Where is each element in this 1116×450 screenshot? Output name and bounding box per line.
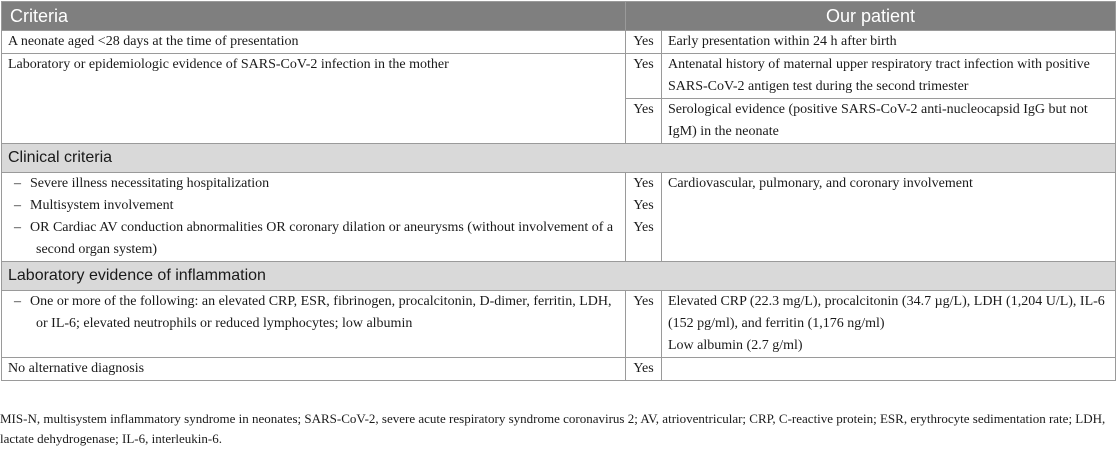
patient-cell: Cardiovascular, pulmonary, and coronary involvement: [662, 173, 1116, 262]
yes-cell: Yes: [626, 54, 662, 99]
criteria-cell: No alternative diagnosis: [2, 358, 626, 381]
table-row: [2, 54, 1116, 99]
criteria-cell: [2, 173, 626, 262]
patient-cell: Serological evidence (positive SARS-CoV-2 anti-nucleocapsid IgG but not IgM) in the neonate: [662, 99, 1116, 144]
dash-bullet: –: [14, 176, 21, 191]
criteria-cell: Laboratory or epidemiologic evidence of SARS-CoV-2 infection in the mother: [2, 54, 626, 144]
list-item: [8, 173, 619, 195]
criteria-cell: A neonate aged <28 days at the time of presentation: [2, 31, 626, 54]
list-item-text: Severe illness necessitating hospitalization: [30, 176, 270, 191]
yes-value: Yes: [633, 176, 654, 191]
table-row: [2, 173, 1116, 262]
dash-bullet: –: [14, 294, 21, 309]
dash-bullet: –: [14, 198, 21, 213]
list-item: [8, 195, 619, 217]
patient-cell: [662, 358, 1116, 381]
list-item: [8, 291, 619, 335]
yes-value: Yes: [633, 220, 654, 235]
dash-bullet: –: [14, 220, 21, 235]
section-title-lab: Laboratory evidence of inflammation: [2, 262, 1116, 291]
table-row: [2, 358, 1116, 381]
patient-text: Elevated CRP (22.3 mg/L), procalcitonin (34.7 µg/L), LDH (1,204 U/L), IL-6 (152 pg/ml), and ferritin (1,176 ng/ml): [668, 294, 1105, 331]
list-item: [8, 217, 619, 261]
table-row: [2, 291, 1116, 358]
yes-cell: Yes: [626, 291, 662, 358]
criteria-table: [1, 1, 1116, 381]
yes-cell: [626, 173, 662, 262]
section-row-clinical: [2, 144, 1116, 173]
header-our-patient: Our patient: [626, 2, 1116, 31]
list-item-text: OR Cardiac AV conduction abnormalities OR coronary dilation or aneurysms (without involvement of a second organ system): [30, 220, 614, 257]
list-item-text: One or more of the following: an elevated CRP, ESR, fibrinogen, procalcitonin, D-dimer, ferritin, LDH, or IL-6; elevated neutrophils or reduced lymphocytes; low albumin: [30, 294, 612, 331]
table-header-row: [2, 2, 1116, 31]
yes-cell: Yes: [626, 99, 662, 144]
table-row: [2, 31, 1116, 54]
patient-cell: [662, 291, 1116, 358]
criteria-cell: [2, 291, 626, 358]
section-row-lab: [2, 262, 1116, 291]
header-criteria: Criteria: [2, 2, 626, 31]
list-item-text: Multisystem involvement: [30, 198, 174, 213]
yes-cell: Yes: [626, 358, 662, 381]
section-title-clinical: Clinical criteria: [2, 144, 1116, 173]
yes-cell: Yes: [626, 31, 662, 54]
table-footnote: MIS-N, multisystem inflammatory syndrome in neonates; SARS-CoV-2, severe acute respiratory syndrome coronavirus 2; AV, atrioventricular; CRP, C-reactive protein; ESR, erythrocyte sedimentation rate; LDH, lactate dehydrogenase; IL-6, interleukin-6.: [0, 411, 1106, 446]
patient-cell: Early presentation within 24 h after birth: [662, 31, 1116, 54]
patient-cell: Antenatal history of maternal upper respiratory tract infection with positive SARS-CoV-2 antigen test during the second trimester: [662, 54, 1116, 99]
yes-value: Yes: [633, 198, 654, 213]
patient-text: Low albumin (2.7 g/ml): [668, 338, 803, 353]
